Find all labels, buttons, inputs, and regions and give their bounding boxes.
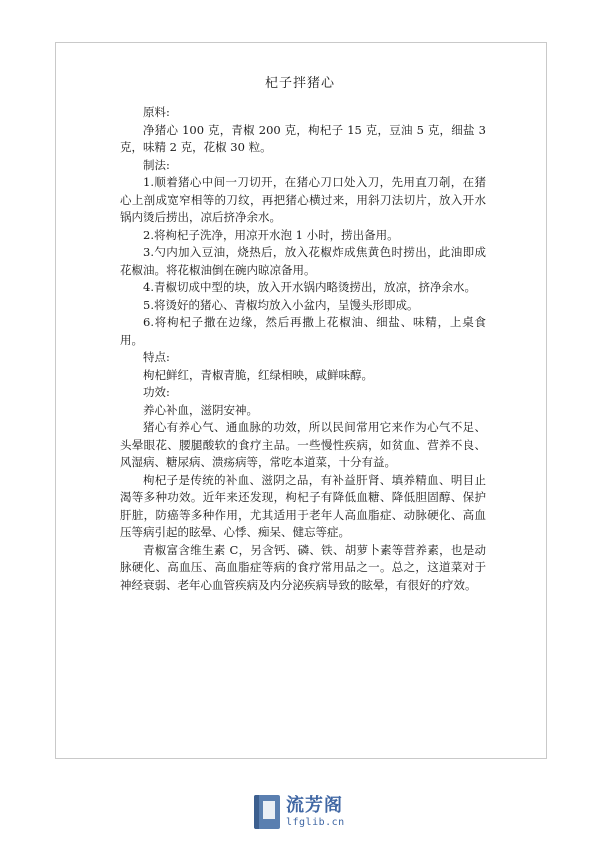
section-heading-effects: 功效: bbox=[143, 385, 170, 399]
book-icon bbox=[254, 795, 280, 829]
effects-paragraph-pig-heart: 猪心有养心气、通血脉的功效，所以民间常用它来作为心气不足、头晕眼花、腰腿酸软的食疗主品。一些慢性疾病，如贫血、营养不良、风湿病、糖尿病、溃疡病等，常吃本道菜，十分有益。 bbox=[120, 420, 486, 469]
method-step-6: 6.将枸杞子撒在边缘，然后再撒上花椒油、细盐、味精，上桌食用。 bbox=[120, 315, 486, 347]
document-title: 杞子拌猪心 bbox=[264, 76, 335, 91]
brand-url: lfglib.cn bbox=[286, 816, 345, 828]
brand-name: 流芳阁 bbox=[286, 794, 343, 816]
method-step-5: 5.将烫好的猪心、青椒均放入小盆内，呈馒头形即成。 bbox=[143, 297, 419, 312]
features-text: 枸杞鲜红，青椒青脆，红绿相映，咸鲜味醇。 bbox=[143, 367, 373, 382]
ingredients-text: 净猪心 100 克，青椒 200 克，枸杞子 15 克，豆油 5 克，细盐 3 克，味精 2 克，花椒 30 粒。 bbox=[120, 122, 486, 154]
section-heading-method: 制法: bbox=[143, 157, 170, 172]
effects-paragraph-pepper: 青椒富含维生素 C，另含钙、磷、铁、胡萝卜素等营养素，也是动脉硬化、高血压、高血脂症等病的食疗常用品之一。总之，这道菜对于神经衰弱、老年心血管疾病及内分泌疾病导致的眩晕，有很好的疗效。 bbox=[120, 542, 486, 592]
effects-summary: 养心补血，滋阴安神。 bbox=[143, 402, 258, 417]
document-body bbox=[120, 104, 486, 594]
method-step-2: 2.将枸杞子洗净，用凉开水泡 1 小时，捞出备用。 bbox=[143, 227, 399, 242]
section-heading-ingredients: 原料: bbox=[143, 105, 170, 119]
method-step-4: 4.青椒切成中型的块，放入开水锅内略烫捞出，放凉，挤净余水。 bbox=[143, 280, 476, 294]
method-step-3: 3.勺内加入豆油，烧热后，放入花椒炸成焦黄色时捞出，此油即成花椒油。将花椒油倒在碗内晾凉备用。 bbox=[120, 245, 486, 277]
effects-paragraph-goji: 枸杞子是传统的补血、滋阴之品，有补益肝肾、填养精血、明目止渴等多种功效。近年来还发现，枸杞子有降低血糖、降低胆固醇、保护肝脏，防癌等多种作用，尤其适用于老年人高血脂症、动脉硬化、高血压等病引起的眩晕、心悸、痴呆、健忘等症。 bbox=[120, 472, 486, 539]
footer-brand bbox=[286, 794, 345, 828]
method-step-1: 1.顺着猪心中间一刀切开，在猪心刀口处入刀，先用直刀剞，在猪心上剖成宽窄相等的刀纹，再把猪心横过来，用斜刀法切片，放入开水锅内烫后捞出，凉后挤净余水。 bbox=[120, 175, 486, 224]
section-heading-features: 特点: bbox=[143, 350, 170, 364]
footer-watermark[interactable] bbox=[254, 792, 345, 832]
